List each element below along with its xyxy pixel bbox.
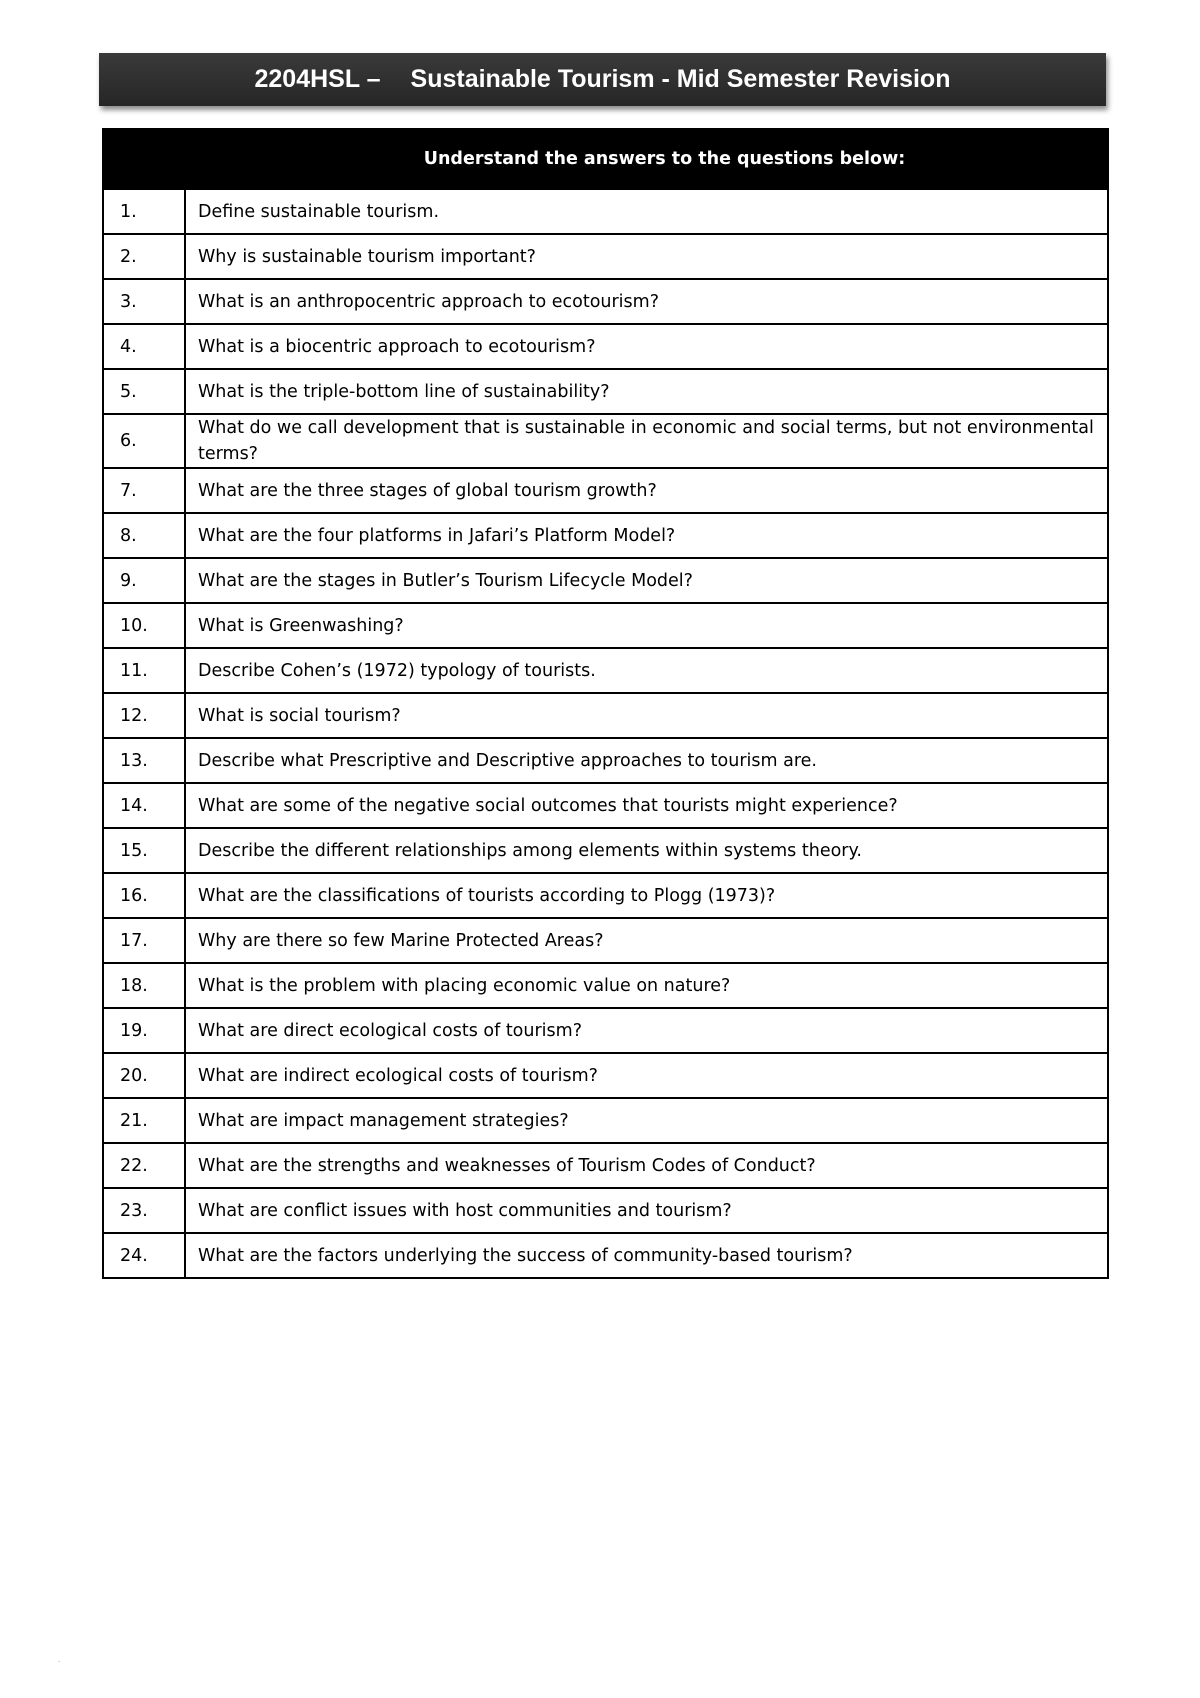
table-row xyxy=(103,558,1108,603)
question-number: 7. xyxy=(103,468,185,513)
table-row xyxy=(103,468,1108,513)
question-text: What are impact management strategies? xyxy=(185,1098,1108,1143)
table-header: Understand the answers to the questions below: xyxy=(103,129,1108,189)
question-number: 9. xyxy=(103,558,185,603)
question-text: What are the strengths and weaknesses of Tourism Codes of Conduct? xyxy=(185,1143,1108,1188)
table-row xyxy=(103,1233,1108,1278)
table-row xyxy=(103,738,1108,783)
course-title: Sustainable Tourism - Mid Semester Revision xyxy=(410,65,951,93)
question-text: Describe the different relationships among elements within systems theory. xyxy=(185,828,1108,873)
question-number: 1. xyxy=(103,189,185,234)
questions-table xyxy=(102,128,1109,1279)
question-text: What are the factors underlying the success of community-based tourism? xyxy=(185,1233,1108,1278)
question-number: 10. xyxy=(103,603,185,648)
question-number: 18. xyxy=(103,963,185,1008)
question-text: Define sustainable tourism. xyxy=(185,189,1108,234)
question-number: 23. xyxy=(103,1188,185,1233)
question-number: 13. xyxy=(103,738,185,783)
question-text: What is social tourism? xyxy=(185,693,1108,738)
table-row xyxy=(103,1053,1108,1098)
questions-body xyxy=(103,189,1108,1278)
question-text: What is a biocentric approach to ecotourism? xyxy=(185,324,1108,369)
question-text: Why is sustainable tourism important? xyxy=(185,234,1108,279)
course-code: 2204HSL – xyxy=(254,65,381,93)
question-number: 11. xyxy=(103,648,185,693)
table-row xyxy=(103,414,1108,468)
question-number: 8. xyxy=(103,513,185,558)
question-text: What are the classifications of tourists according to Plogg (1973)? xyxy=(185,873,1108,918)
table-row xyxy=(103,783,1108,828)
table-header-row xyxy=(103,129,1108,189)
table-row xyxy=(103,603,1108,648)
question-number: 12. xyxy=(103,693,185,738)
question-number: 2. xyxy=(103,234,185,279)
question-text: What are the stages in Butler’s Tourism Lifecycle Model? xyxy=(185,558,1108,603)
question-text: What are the four platforms in Jafari’s Platform Model? xyxy=(185,513,1108,558)
question-number: 3. xyxy=(103,279,185,324)
question-text: What are indirect ecological costs of tourism? xyxy=(185,1053,1108,1098)
table-row xyxy=(103,1008,1108,1053)
table-row xyxy=(103,369,1108,414)
table-row xyxy=(103,279,1108,324)
question-text: What is the triple-bottom line of sustainability? xyxy=(185,369,1108,414)
question-number: 5. xyxy=(103,369,185,414)
question-number: 4. xyxy=(103,324,185,369)
question-text: What are direct ecological costs of tourism? xyxy=(185,1008,1108,1053)
question-number: 17. xyxy=(103,918,185,963)
question-number: 6. xyxy=(103,414,185,468)
table-row xyxy=(103,324,1108,369)
question-text: What are some of the negative social outcomes that tourists might experience? xyxy=(185,783,1108,828)
table-row xyxy=(103,648,1108,693)
table-row xyxy=(103,873,1108,918)
question-text: What are the three stages of global tourism growth? xyxy=(185,468,1108,513)
table-row xyxy=(103,828,1108,873)
table-row xyxy=(103,918,1108,963)
question-text: What are conflict issues with host communities and tourism? xyxy=(185,1188,1108,1233)
question-number: 24. xyxy=(103,1233,185,1278)
footer-mark: . xyxy=(58,1655,61,1664)
question-number: 15. xyxy=(103,828,185,873)
question-text: Describe Cohen’s (1972) typology of tourists. xyxy=(185,648,1108,693)
page-title xyxy=(99,53,1106,106)
table-row xyxy=(103,189,1108,234)
question-text: What is Greenwashing? xyxy=(185,603,1108,648)
question-text: Describe what Prescriptive and Descriptive approaches to tourism are. xyxy=(185,738,1108,783)
question-number: 16. xyxy=(103,873,185,918)
question-text: What do we call development that is sustainable in economic and social terms, but not environmental terms? xyxy=(185,414,1108,468)
question-number: 14. xyxy=(103,783,185,828)
question-number: 19. xyxy=(103,1008,185,1053)
table-row xyxy=(103,963,1108,1008)
question-number: 21. xyxy=(103,1098,185,1143)
table-row xyxy=(103,1098,1108,1143)
question-text: What is the problem with placing economic value on nature? xyxy=(185,963,1108,1008)
table-row xyxy=(103,234,1108,279)
question-text: Why are there so few Marine Protected Areas? xyxy=(185,918,1108,963)
table-row xyxy=(103,513,1108,558)
question-text: What is an anthropocentric approach to ecotourism? xyxy=(185,279,1108,324)
table-row xyxy=(103,1188,1108,1233)
table-row xyxy=(103,693,1108,738)
table-row xyxy=(103,1143,1108,1188)
question-number: 20. xyxy=(103,1053,185,1098)
question-number: 22. xyxy=(103,1143,185,1188)
